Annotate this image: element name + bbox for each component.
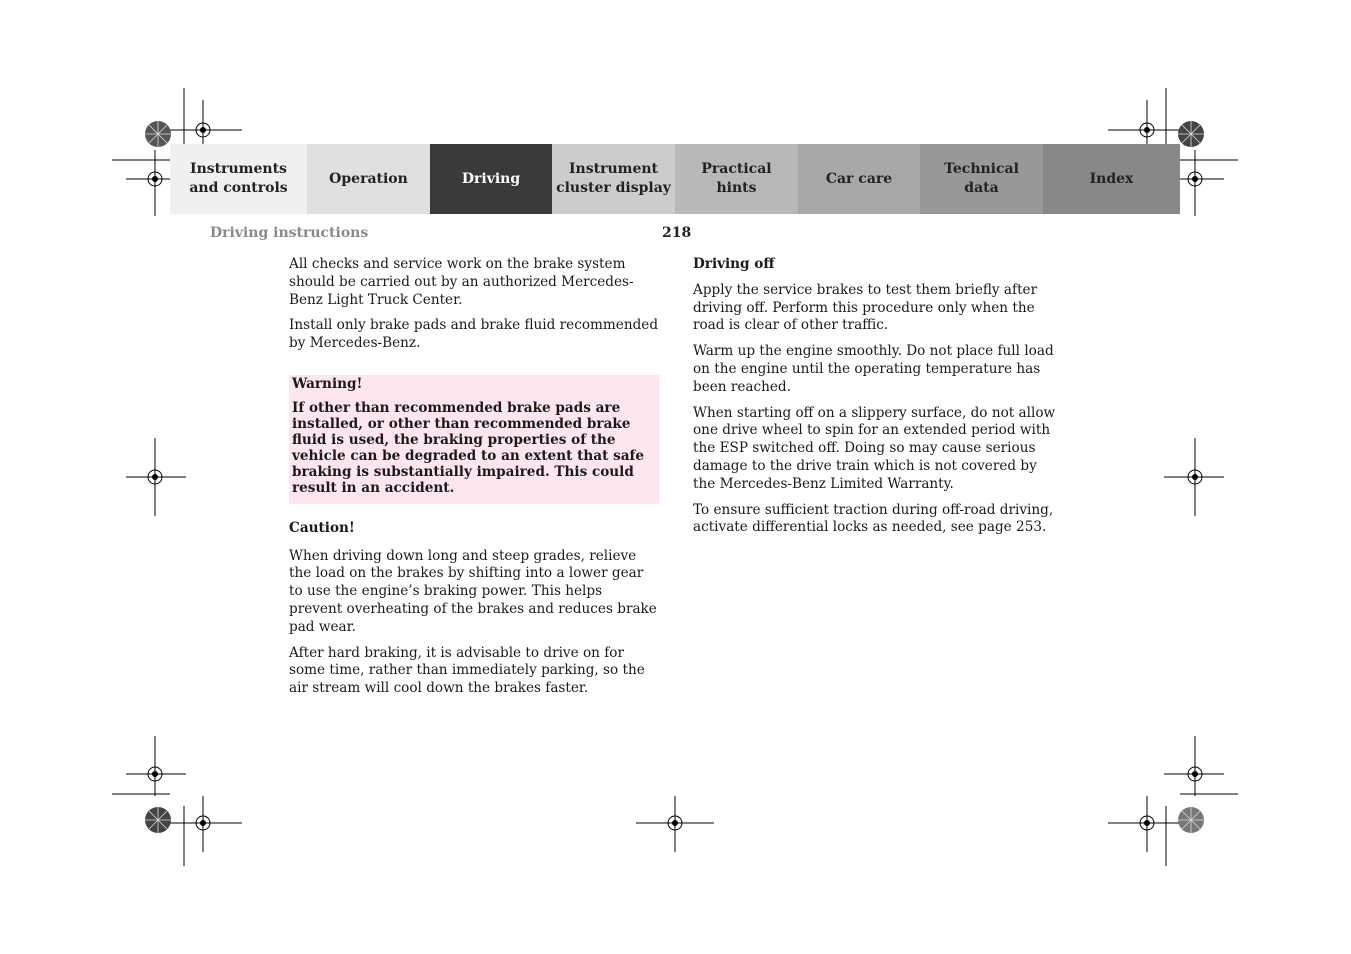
tab-label: Practical hints: [701, 161, 772, 196]
paragraph: After hard braking, it is advisable to drive on for some time, rather than immediately parking, so the air stream will cool down the brakes faster.: [289, 644, 645, 697]
section-tab-bar: [170, 144, 1180, 214]
right-column: [693, 256, 1063, 545]
caution-title: Caution!: [289, 519, 355, 536]
tab-operation[interactable]: [307, 144, 430, 214]
tab-practical-hints[interactable]: [675, 144, 798, 214]
tab-driving[interactable]: [430, 144, 552, 214]
tab-label: Instrument cluster display: [556, 161, 671, 196]
section-title: Driving instructions: [210, 225, 369, 241]
page-number: 218: [662, 225, 692, 241]
warning-box: [289, 375, 659, 504]
section-heading-driving-off: Driving off: [693, 256, 775, 272]
warning-title: Warning!: [292, 375, 363, 392]
tab-label: Instruments and controls: [189, 161, 288, 196]
paragraph: Apply the service brakes to test them briefly after driving off. Perform this procedure only when the road is clear of other traffic.: [693, 281, 1038, 334]
tab-label: Technical data: [944, 161, 1019, 196]
tab-instrument-cluster-display[interactable]: [552, 144, 675, 214]
paragraph: When driving down long and steep grades, relieve the load on the brakes by shifting into a lower gear to use the engine’s braking power. This helps prevent overheating of the brakes and reduces brake pad wear.: [289, 547, 657, 635]
warning-body: If other than recommended brake pads are installed, or other than recommended brake fluid is used, the braking properties of the vehicle can be degraded to an extent that safe braking is substantially impaired. This could result in an accident.: [292, 399, 645, 496]
tab-label: Operation: [329, 170, 408, 187]
tab-label: Driving: [461, 170, 521, 187]
paragraph: Install only brake pads and brake fluid recommended by Mercedes-Benz.: [289, 317, 659, 352]
tab-technical-data[interactable]: [920, 144, 1043, 214]
paragraph: All checks and service work on the brake system should be carried out by an authorized Mercedes-Benz Light Truck Center.: [289, 256, 634, 308]
tab-index[interactable]: [1043, 144, 1180, 214]
tab-instruments-and-controls[interactable]: [170, 144, 307, 214]
tab-label: Car care: [825, 170, 893, 187]
left-column: [289, 256, 659, 706]
paragraph: Warm up the engine smoothly. Do not place full load on the engine until the operating temperature has been reached.: [693, 343, 1054, 395]
paragraph: When starting off on a slippery surface, do not allow one drive wheel to spin for an extended period with the ESP switched off. Doing so may cause serious damage to the drive train which is not covered by the Mercedes-Benz Limited Warranty.: [693, 404, 1056, 492]
paragraph: To ensure sufficient traction during off-road driving, activate differential locks as needed, see page 253.: [693, 501, 1054, 536]
tab-label: Index: [1089, 170, 1134, 187]
tab-car-care[interactable]: [798, 144, 920, 214]
